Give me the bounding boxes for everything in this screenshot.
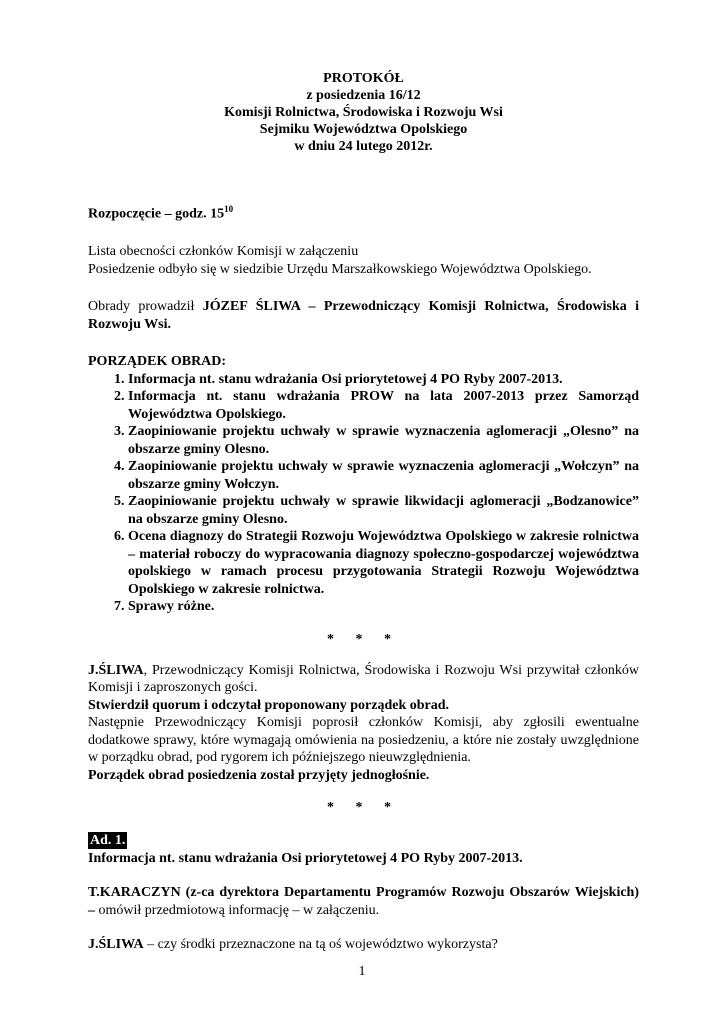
header-date: w dniu 24 lutego 2012r. <box>294 139 433 154</box>
chair-prefix: Obrady prowadził <box>88 299 203 315</box>
section-separator: * * * <box>327 631 400 647</box>
opening-text: , Przewodniczący Komisji Rolnictwa, Środowiska i Rozwoju Wsi przywitał członków Komisji i zaproszonych gości. <box>88 662 639 696</box>
agenda-item: 3. Zaopiniowanie projektu uchwały w sprawie wyznaczenia aglomeracji „Olesno” na obszarze gminy Olesno. <box>128 423 639 458</box>
ad1-speaker2-name: J.ŚLIWA <box>88 937 144 953</box>
header-title: PROTOKÓŁ <box>323 71 404 86</box>
header-session: z posiedzenia 16/12 <box>306 88 421 103</box>
additional-matters-text: Następnie Przewodniczący Komisji poprosił członków Komisji, aby zgłosili ewentualne dodatkowe sprawy, które wymagają omówienia na posiedzeniu, a które nie zostały uwzględnione w porządku obrad, pod rygorem ich późniejszego nieuwzględnienia. <box>88 715 639 766</box>
chair-role: – Przewodniczący Komisji Rolnictwa, Środowiska i Rozwoju Wsi. <box>88 299 640 332</box>
venue-note: Posiedzenie odbyło się w siedzibie Urzędu Marszałkowskiego Województwa Opolskiego. <box>88 261 592 277</box>
opening-paragraph <box>88 662 639 697</box>
ad1-speaker2-paragraph <box>88 936 639 954</box>
page-number: 1 <box>358 964 366 979</box>
agenda-item: 6. Ocena diagnozy do Strategii Rozwoju Województwa Opolskiego w zakresie rolnictwa – materiał roboczy do wypracowania diagnozy społeczno-gospodarczej województwa opolskiego w ramach procesu przygotowania Strategii Rozwoju Województwa Opolskiego w zakresie rolnictwa. <box>128 528 639 598</box>
start-time-minutes: 10 <box>224 204 234 214</box>
start-time-label: Rozpoczęcie – godz. 15 <box>88 206 225 222</box>
chair-name: JÓZEF ŚLIWA <box>202 299 301 315</box>
agenda-item: 2. Informacja nt. stanu wdrażania PROW na lata 2007-2013 przez Samorząd Województwa Opolskiego. <box>128 388 639 423</box>
agenda-list <box>88 371 639 616</box>
ad1-label: Ad. 1. <box>90 833 126 849</box>
agenda-item: 4. Zaopiniowanie projektu uchwały w sprawie wyznaczenia aglomeracji „Wołczyn” na obszarze gminy Wołczyn. <box>128 458 639 493</box>
start-time <box>88 201 639 223</box>
opening-speaker: J.ŚLIWA <box>88 662 144 678</box>
quorum-statement: Stwierdził quorum i odczytał proponowany porządek obrad. <box>88 697 450 713</box>
agenda-item: 5. Zaopiniowanie projektu uchwały w sprawie likwidacji aglomeracji „Bodzanowice” na obszarze gminy Olesno. <box>128 493 639 528</box>
attendance-note: Lista obecności członków Komisji w załączeniu <box>88 244 359 260</box>
agenda-accepted: Porządek obrad posiedzenia został przyjęty jednogłośnie. <box>88 767 430 783</box>
ad1-speaker2-text: – czy środki przeznaczone na tą oś województwo wykorzysta? <box>143 937 498 953</box>
agenda-item: 7. Sprawy różne. <box>128 598 639 616</box>
header-assembly: Sejmiku Województwa Opolskiego <box>259 122 468 137</box>
agenda-title: PORZĄDEK OBRAD: <box>88 354 227 370</box>
document-page <box>88 70 639 954</box>
agenda-item: 1. Informacja nt. stanu wdrażania Osi priorytetowej 4 PO Ryby 2007-2013. <box>128 371 639 389</box>
ad1-speaker1-text: omówił przedmiotową informację – w załączeniu. <box>95 902 380 918</box>
section-separator: * * * <box>327 800 400 816</box>
document-header <box>88 70 639 155</box>
ad1-speaker1-name: T.KARACZYN (z-ca dyrektora Departamentu Programów Rozwoju Obszarów Wiejskich) – <box>88 885 639 918</box>
chair-paragraph <box>88 298 639 333</box>
ad1-title: Informacja nt. stanu wdrażania Osi priorytetowej 4 PO Ryby 2007-2013. <box>88 850 523 866</box>
ad1-speaker1-paragraph <box>88 884 639 919</box>
header-committee: Komisji Rolnictwa, Środowiska i Rozwoju Wsi <box>224 105 503 120</box>
